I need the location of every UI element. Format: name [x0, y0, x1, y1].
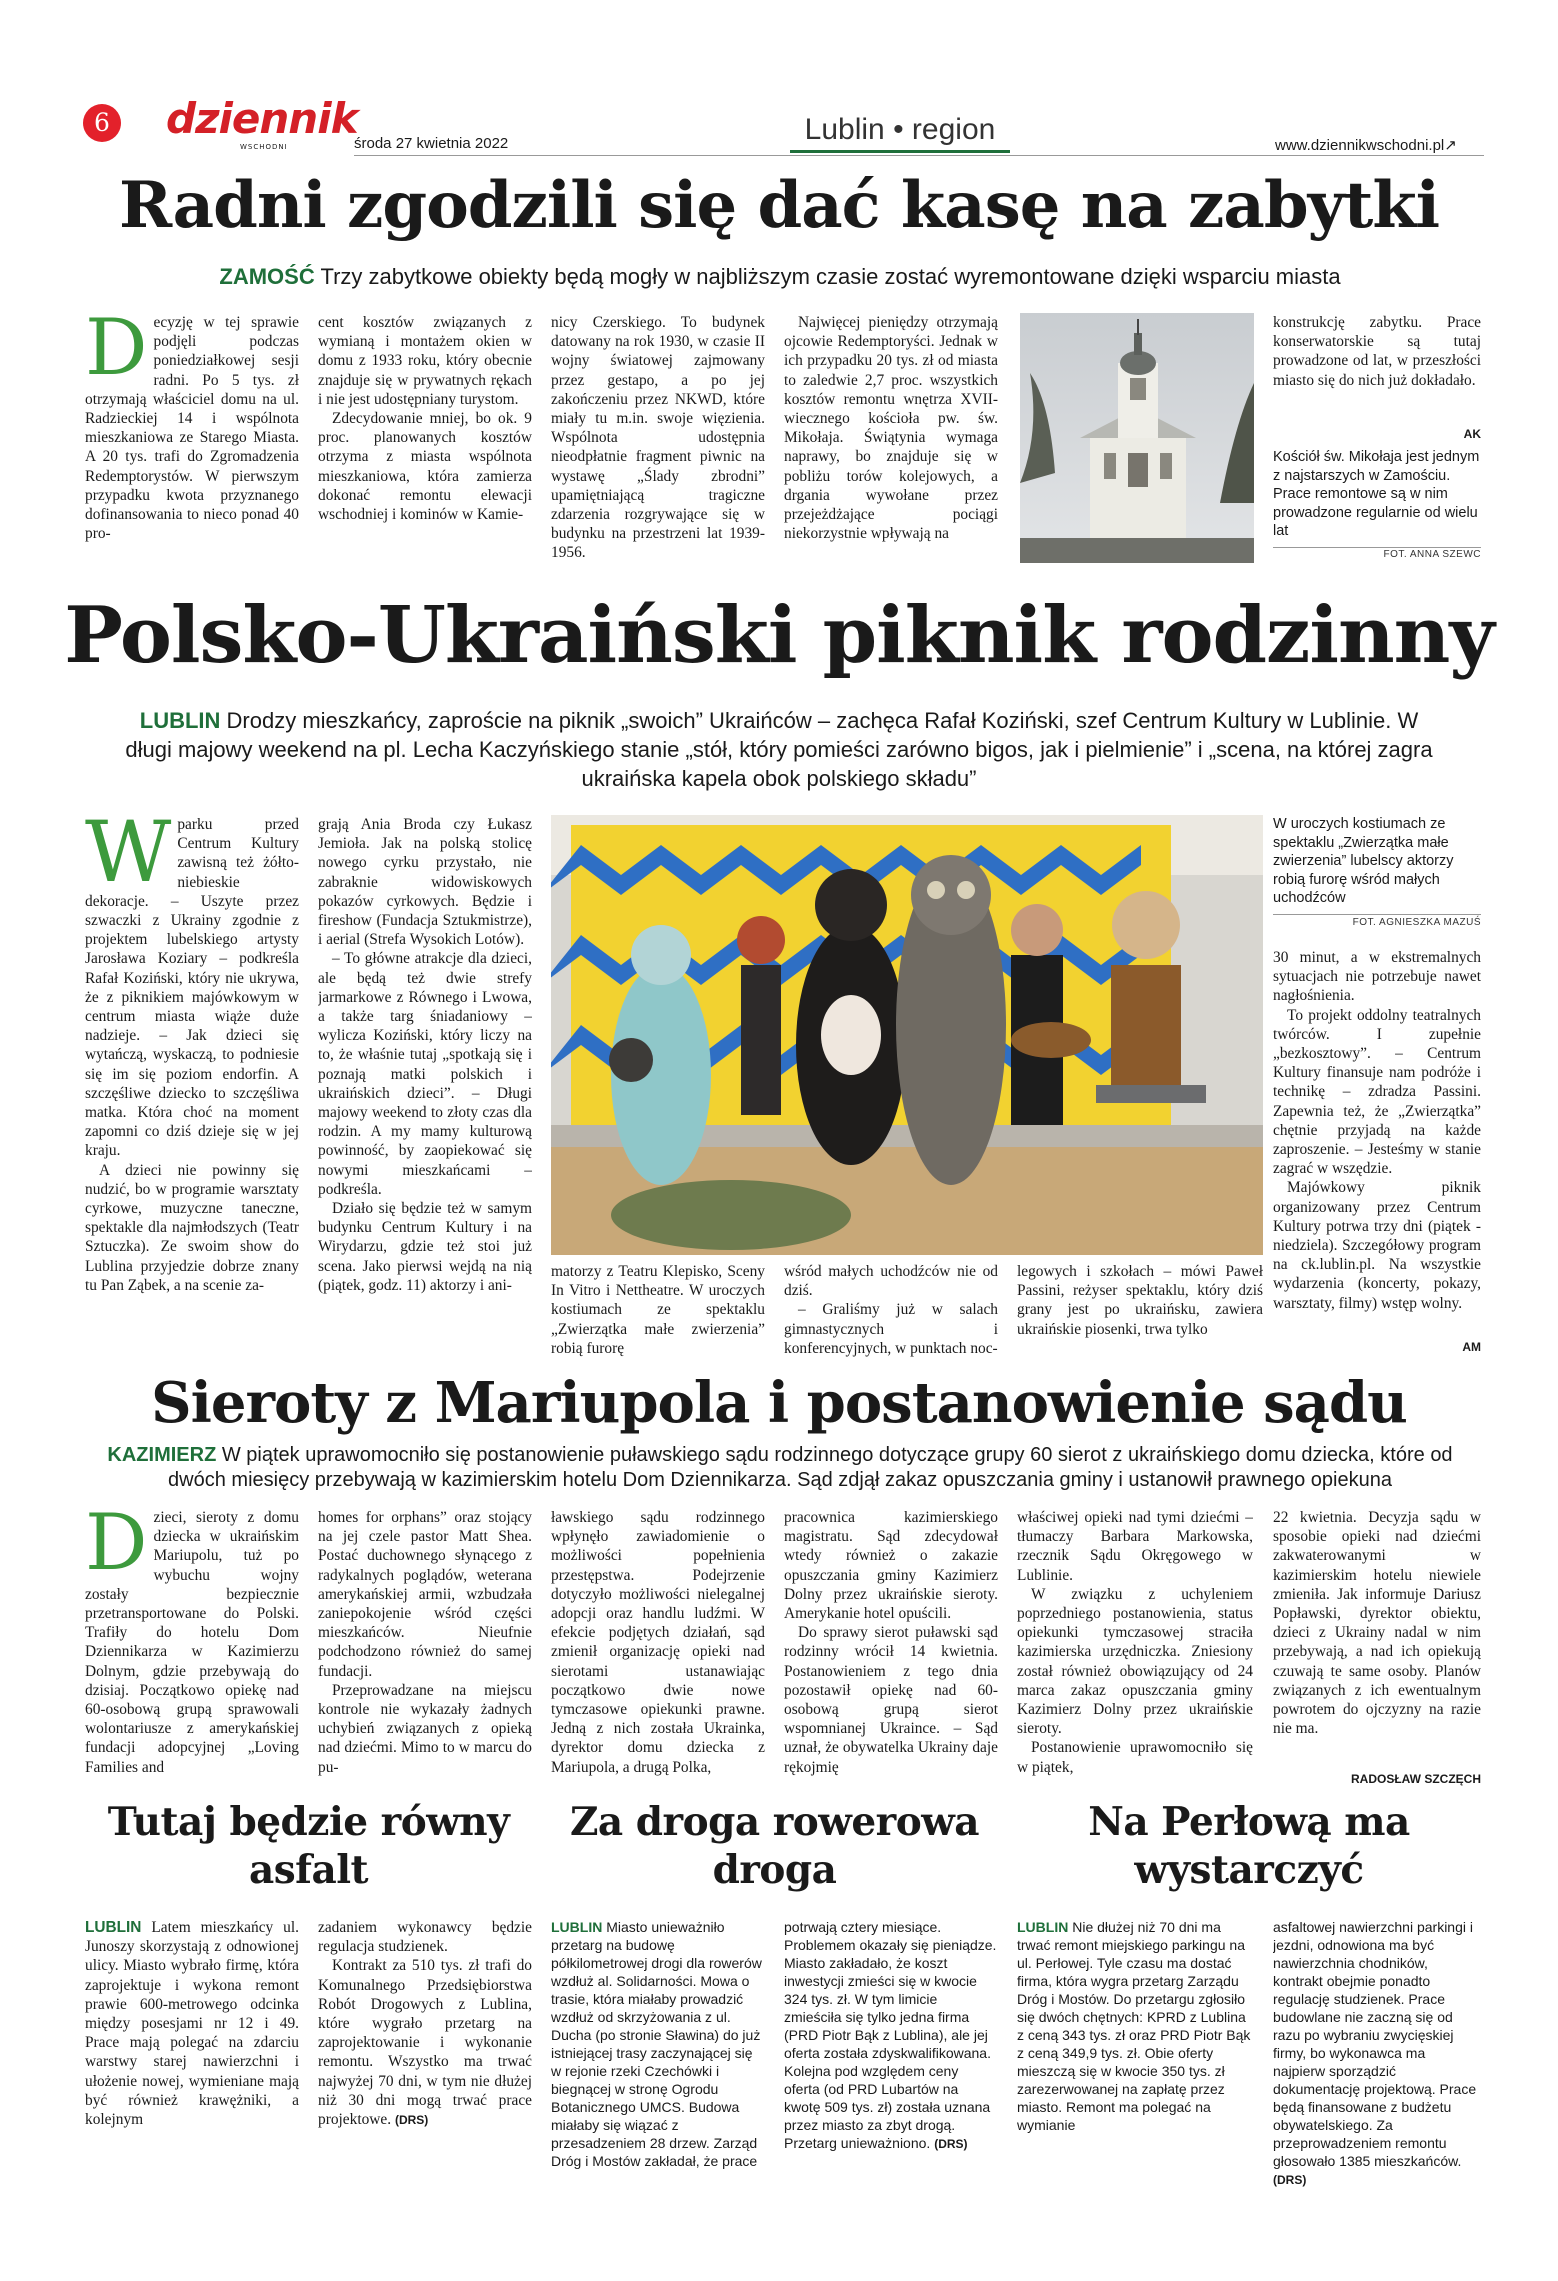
credit-rule-1 [1273, 547, 1481, 548]
picnic-photo [551, 815, 1263, 1255]
page-number-badge [83, 104, 121, 142]
brief3-title: Na Perłową ma wystarczyć [1088, 1799, 1410, 1893]
article1-title: Radni zgodzili się dać kasę na zabytki [119, 168, 1439, 243]
article1-caption: Kościół św. Mikołaja jest jednym z najstarszych w Zamościu. Prace remontowe są w nim prowadzone regularnie od wielu lat [1273, 449, 1480, 539]
article2-col3: matorzy z Teatru Klepisko, Sceny In Vitro i Nettheatre. W uroczych kostiumach ze spektaklu „Zwierzątka małe zwierzenia” robią furorę [551, 1263, 765, 1357]
article1-col2: cent kosztów związanych z wymianą i montażem okien w domu z 1933 roku, który obecnie znajduje się w prywatnych rękach i nie jest udostępniany turystom. Zdecydowanie mniej, bo ok. 9 proc. planowanych kosztów otrzyma z miasta wspólnota mieszkaniowa, która zamierza dokonać remontu elewacji wschodniej i kominów w Kamie- [318, 314, 532, 524]
article2-place: LUBLIN [139, 708, 221, 733]
article1-lead [80, 262, 1480, 291]
article2-lead [120, 706, 1438, 793]
article2-col4: wśród małych uchodźców nie od dziś. – Graliśmy już w salach gimnastycznych i konferencyjnych, w punktach noc- [784, 1263, 998, 1357]
article3-lead-text: W piątek uprawomocniło się postanowienie puławskiego sądu rodzinnego dotyczące grupy 60 sierot z ukraińskiego domu dziecka, które od dwóch miesięcy przebywają w kazimierskim hotelu Dom Dziennikarza. Sąd zdjął zakaz opuszczania gminy i ustanowił prawnego opiekuna [168, 1444, 1453, 1491]
church-photo [1020, 313, 1254, 563]
brief1-col2: zadaniem wykonawcy będzie regulacja studzienek. Kontrakt za 510 tys. zł trafi do Komunalnego Przedsiębiorstwa Robót Drogowych z Lublina, które wygrało przetarg na zaprojektowanie i wykonanie remontu. Wszystko ma trwać najwyżej 70 dni, w tym nie dłużej niż 30 dni mogą trwać prace projektowe. (DRS) [318, 1919, 532, 2129]
article3-col1: D zieci, sieroty z domu dziecka w ukraińskim Mariupolu, tuż po wybuchu wojny zostały bezpiecznie przetransportowane do Polski. Trafiły do hotelu Dom Dziennikarza w Kazimierzu Dolnym, gdzie przebywają do dzisiaj. Początkowo opiekę nad 60-osobową grupą sprawowali wolontariusze z amerykańskiej fundacji adopcyjnej „Loving Families and [85, 1508, 299, 1776]
article3-col4: pracownica kazimierskiego magistratu. Sąd zdecydował wtedy również o zakazie opuszczania gminy Kazimierz Dolny przez ukraińskie sieroty. Amerykanie hotel opuścili. Do sprawy sierot puławski sąd rodzinny wrócił 14 kwietnia. Postanowieniem z tego dnia pozostawił opiekę nad 60-osobową grupą sierot wspomnianej Ukraince. – Sąd uznał, że obywatelka Ukrainy daje rękojmię [784, 1509, 998, 1776]
article3-col6: 22 kwietnia. Decyzja sądu w sposobie opieki nad dziećmi zakwaterowanymi w kazimierskim hotelu niewiele zmieniła. Jak informuje Dariusz Popławski, dyrektor obiektu, dzieci z Ukrainy nadal w nim przebywają, a nad ich opiekują czuwają te same osoby. Planów związanych z ich ewentualnym powrotem do ojczyzny na razie nie ma. [1273, 1509, 1481, 1738]
article2-col1: W parku przed Centrum Kultury zawisną też żółto-niebieskie dekoracje. – Uszyte przez szwaczki z Ukrainy zgodnie z projektem lubelskiego artysty Jarosława Koziary – podkreśla Rafał Koziński, który nie ukrywa, że z piknikiem majówkowym w centrum miasta wiąże duże nadzieje. – Jak dzieci się wytańczą, wyskaczą, to podniesie się im się poziom endorfin. A szczęśliwe dziecko to szczęśliwa matka. Która choć na moment zapomni co dziś dzieje się w jej kraju. A dzieci nie powinny się nudzić, bo w programie warsztaty cyrkowe, muzyczne taneczne, spektakle dla najmłodszych (Teatr Sztuczka). Ze swoim show do Lublina przyjedzie dobrze znany tu Pan Ząbek, a na scenie za- [85, 815, 299, 1294]
page-header [0, 0, 1558, 160]
issue-date: środa 27 kwietnia 2022 [354, 135, 509, 152]
brief2-place: LUBLIN [551, 1919, 603, 1935]
article1-place: ZAMOŚĆ [219, 264, 315, 289]
article1-lead-text: Trzy zabytkowe obiekty będą mogły w najbliższym czasie zostać wyremontowane dzięki wsparciu miasta [320, 264, 1341, 289]
article1-col5: konstrukcję zabytku. Prace konserwatorskie są tutaj prowadzone od lat, w przeszłości miasto się do nich już dokładało. [1273, 314, 1481, 389]
article1-col4: Najwięcej pieniędzy otrzymają ojcowie Redemptoryści. Jednak w ich przypadku 20 tys. zł od miasta to zaledwie 2,7 proc. wszystkich kosztów remontu wnętrza XVII-wiecznego kościoła pw. św. Mikołaja. Świątynia wymaga naprawy, bo znajduje się w pobliżu torów kolejowych, a drgania wywołane przez przejeżdżające pociągi niekorzystnie wpływają na [784, 314, 998, 543]
brief3-sign: (DRS) [1273, 2173, 1307, 2187]
article3-col3: ławskiego sądu rodzinnego wpłynęło zawiadomienie o możliwości popełnienia przestępstwa. Podejrzenie dotyczyło możliwości nielegalnej adopcji oraz handlu ludźmi. W efekcie podjętych działań, sąd zmienił organizację opieki nad sierotami ustanawiając początkowo dwie nowe tymczasowe opiekunki prawne. Jedną z nich została Ukrainka, dyrektor domu dziecka z Mariupola, a drugą Polka, [551, 1509, 765, 1776]
article2-col6: 30 minut, a w ekstremalnych sytuacjach nie potrzebuje nawet nagłośnienia. To projekt oddolny teatralnych twórców. I zupełnie „bezkosztowy”. – Centrum Kultury finansuje nam podróże i technikę – zdradza Passini. Zapewnia też, że „Zwierzątka” chętnie przyjadą na każde zaproszenie. – Jesteśmy w stanie zagrać w wszędzie. Majówkowy piknik organizowany przez Centrum Kultury potrwa trzy dni (piątek - niedziela). Szczegółowy program na ck.lublin.pl. Na wszystkie wydarzenia (koncerty, pokazy, warsztaty, filmy) wstęp wolny. [1273, 949, 1481, 1312]
article3-dropcap: D [85, 1508, 148, 1588]
brief3-place: LUBLIN [1017, 1919, 1069, 1935]
brief1-place: LUBLIN [85, 1919, 142, 1936]
website-link[interactable]: www.dziennikwschodni.pl↗ [1275, 137, 1457, 154]
article2-col5: legowych i szkołach – mówi Paweł Passini, reżyser spektaklu, który dziś grany jest po ukraińsku, zawiera ukraińskie piosenki, trwa tylko [1017, 1263, 1263, 1338]
brief1-sign: (DRS) [394, 2113, 429, 2128]
church-illustration [1020, 313, 1254, 563]
cursor-icon: ↗ [1444, 137, 1457, 154]
article3-place: KAZIMIERZ [107, 1444, 217, 1466]
header-rule [354, 155, 1484, 156]
article2-signature: AM [1462, 1340, 1481, 1354]
actors-illustration [551, 815, 1263, 1255]
article3-signature: RADOSŁAW SZCZĘCH [1351, 1772, 1481, 1786]
article2-col2: grają Ania Broda czy Łukasz Jemioła. Jak na polską stolicę nowego cyrku przystało, nie zabraknie widowiskowych pokazów cyrkowych. Będzie i fireshow (Fundacja Sztukmistrze), i aerial (Strefa Wysokich Lotów). – To główne atrakcje dla dzieci, ale będą też dwie strefy jarmarkowe z Równego i Lwowa, a także targ śniadaniowy – wylicza Koziński, który liczy na to, że właśnie tutaj „spotkają się i poznają matki polskich i ukraińskich dzieci”. – Długi majowy weekend to złoty czas dla rodzin. A my mamy kulturową powinność, by zaopiekować się nowymi mieszkańcami – podkreśla. Działo się będzie też w samym budynku Centrum Kultury i na Wirydarzu, gdzie też stoi już scena. Jako pierwsi wejdą na nią (piątek, godz. 11) aktorzy i ani- [318, 816, 532, 1294]
brief3-col1: LUBLIN Nie dłużej niż 70 dni ma trwać remont miejskiego parkingu na ul. Perłowej. Tyle czasu ma dostać firma, która wygra przetarg Zarządu Dróg i Mostów. Do przetargu zgłosiło się dwóch chętnych: KPRD z Lublina z ceną 343 tys. zł oraz PRD Piotr Bąk z ceną 349,9 tys. zł. Obie oferty mieszczą się w kwocie 350 tys. zł zarezerwowanej na zapłatę przez miasto. Remont ma polegać na wymianie [1017, 1919, 1251, 2133]
article1-col3: nicy Czerskiego. To budynek datowany na rok 1930, w czasie II wojny światowej zajmowany przez gestapo, a po jej zakończeniu przez NKWD, które miały tu m.in. swoje więzienia. Wspólnota udostępnia nieodpłatnie fragment piwnic na wystawę „Ślady zbrodni” upamiętniającą tragiczne zdarzenia rozgrywające się w budynku na przestrzeni lat 1939-1956. [551, 314, 765, 561]
article3-col5: właściwej opieki nad tymi dziećmi – tłumaczy Barbara Markowska, rzecznik Sądu Okręgowego w Lublinie. W związku z uchyleniem poprzedniego postanowienia, status opiekunki tymczasowej straciła kazimierska urzędniczka. Zniesiony został również obowiązujący od 24 marca zakaz opuszczania gminy Kazimierz Dolny przez ukraińskie sieroty. Postanowienie uprawomocniło się w piątek, [1017, 1509, 1253, 1776]
article1-dropcap: D [85, 313, 148, 393]
credit-rule-2 [1273, 914, 1481, 915]
page-number: 6 [94, 108, 110, 137]
brief2-col2: potrwają cztery miesiące. Problemem okazały się pieniądze. Miasto zakładało, że koszt inwestycji zmieści się w kwocie 324 tys. zł. W tym limicie zmieściła się tylko jedna firma (PRD Piotr Bąk z Lublina), ale jej oferta została zdyskwalifikowana. Kolejna pod względem ceny oferta (od PRD Lubartów na kwotę 509 tys. zł) została uznana przez miasto za zbyt drogą. Przetarg unieważniono. (DRS) [784, 1919, 997, 2151]
logo [166, 94, 358, 160]
logo-sub: WSCHODNI [240, 143, 288, 151]
article2-title: Polsko-Ukraiński piknik rodzinny [64, 590, 1494, 681]
brief1-col1: LUBLIN Latem mieszkańcy ul. Junoszy skorzystają z odnowionej ulicy. Miasto wybrało firmę, która zaprojektuje i wykona remont prawie 600-metrowego odcinka między posesjami nr 12 i 49. Prace mają polegać na zdarciu warstwy starej nawierzchni i ułożenie nowej, wymieniane mają być również krawężniki, a kolejnym [85, 1919, 299, 2129]
article3-title: Sieroty z Mariupola i postanowienie sądu [151, 1370, 1407, 1436]
logo-main: dziennik [166, 94, 358, 143]
article2-photo-credit: FOT. AGNIESZKA MAZUŚ [1352, 917, 1481, 928]
brief2-col1: LUBLIN Miasto unieważniło przetarg na budowę półkilometrowej drogi dla rowerów wzdłuż al. Solidarności. Mowa o trasie, która miałaby prowadzić wzdłuż od skrzyżowania z ul. Ducha (po stronie Sławina) do już istniejącej trasy zaczynającej się w rejonie rzeki Czechówki i biegnącej w stronę Ogrodu Botanicznego UMCS. Budowa miałaby się wiązać z przesadzeniem 28 drzew. Zarząd Dróg i Mostów zakładał, że prace [551, 1919, 762, 2169]
brief3-col2: asfaltowej nawierzchni parkingi i jezdni, odnowiona ma być nawierzchnia chodników, kontrakt obejmie ponadto regulację studzienek. Prace budowlane nie zaczną się od razu po wybraniu zwycięskiej firmy, bo wykonawca ma najpierw sporządzić dokumentację projektową. Prace będą finansowane z budżetu obywatelskiego. Za przeprowadzeniem remontu głosowało 1385 mieszkańców. (DRS) [1273, 1919, 1477, 2187]
article1-photo-credit: FOT. ANNA SZEWC [1383, 549, 1481, 560]
article1-signature: AK [1463, 427, 1481, 441]
section-title: Lublin • region [804, 113, 996, 146]
article2-dropcap: W [85, 815, 172, 901]
section-underline [790, 150, 1010, 153]
article3-lead [80, 1443, 1480, 1493]
brief2-title: Za droga rowerowa droga [569, 1799, 980, 1893]
brief1-title: Tutaj będzie równy asfalt [107, 1799, 510, 1893]
article2-caption: W uroczych kostiumach ze spektaklu „Zwierzątka małe zwierzenia” lubelscy aktorzy robią furorę wśród małych uchodźców [1273, 816, 1454, 906]
brief2-sign: (DRS) [934, 2137, 968, 2151]
article2-lead-text: Drodzy mieszkańcy, zaproście na piknik „swoich” Ukraińców – zachęca Rafał Koziński, szef Centrum Kultury w Lublinie. W długi majowy weekend na pl. Lecha Kaczyńskiego stanie „stół, który pomieści zarówno bigos, jak i pielmienie” i „scena, na której zagra ukraińska kapela obok polskiego składu” [125, 708, 1433, 791]
article1-col1: D ecyzję w tej sprawie podjęli podczas poniedziałkowej sesji radni. Po 5 tys. zł otrzymają właściciel domu na ul. Radzieckiej 14 i wspólnota mieszkaniowa ze Starego Miasta. A 20 tys. trafi do Zgromadzenia Redemptorystów. W pierwszym przypadku kwota przyznanego dofinansowania to nieco ponad 40 pro- [85, 313, 299, 543]
article3-col2: homes for orphans” oraz stojący na jej czele pastor Matt Shea. Postać duchownego słynącego z radykalnych poglądów, weterana amerykańskiej armii, wzbudzała zaniepokojenie wśród części mieszkańców. Nieufnie podchodzono również do samej fundacji. Przeprowadzane na miejscu kontrole nie wykazały żadnych uchybień związanych z opieką nad dziećmi. Mimo to w marcu do pu- [318, 1509, 532, 1776]
